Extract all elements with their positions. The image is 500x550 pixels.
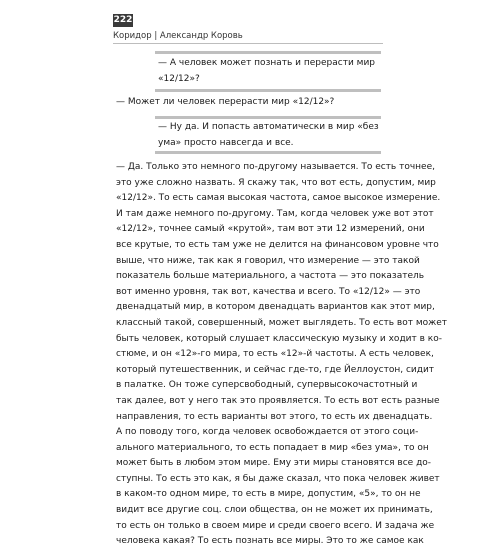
q3-line-1: — Ну да. И попасть автоматически в мир «без	[158, 122, 379, 132]
q3-text	[158, 120, 383, 151]
header-rule	[113, 43, 383, 44]
body-line: так далее, вот у него так это проявляется. То есть вот есть разные	[116, 395, 440, 406]
body-line: ступны. То есть это как, я бы даже сказал, что пока человек живет	[116, 473, 440, 484]
body-line: все крутые, то есть там уже не делится на финансовом уровне что	[116, 239, 439, 250]
body-line: в каком-то одном мире, то есть в мире, допустим, «5», то он не	[116, 489, 421, 500]
body-line: ального материального, то есть попадает в мир «без ума», то он	[116, 442, 429, 453]
body-line: это уже сложно назвать. Я скажу так, что вот есть, допустим, мир	[116, 177, 436, 188]
body-line: показатель больше материального, а частота — это показатель	[116, 271, 425, 282]
body-line: вот именно уровня, так вот, качества и всего. То «12/12» — это	[116, 286, 421, 297]
body-line: стюме, и он «12»-го мира, то есть «12»-й частоты. А есть человек,	[116, 349, 434, 360]
body-line: классный такой, совершенный, может выглядеть. То есть вот может	[116, 317, 448, 328]
body-text	[116, 160, 448, 550]
body-line: «12/12». То есть самая высокая частота, самое высокое измерение.	[116, 193, 441, 204]
running-head: Коридор | Александр Коровь	[113, 31, 243, 41]
body-line: И там даже немного по-другому. Там, когда человек уже вот этот	[116, 208, 434, 219]
body-line: выше, что ниже, так как я говорил, что измерение — это такой	[116, 255, 420, 266]
q3-line-2: ума» просто навсегда и все.	[158, 137, 294, 148]
body-line: видит все другие соц. слои общества, он не может их принимать,	[116, 505, 433, 516]
q2-text	[116, 95, 386, 111]
body-line: в палатке. Он тоже суперсвободный, супервысокочастотный и	[116, 380, 418, 391]
body-line: быть человек, который слушает классическую музыку и ходит в ко-	[116, 333, 442, 344]
body-line: «12/12», точнее самый «крутой», там вот эти 12 измерений, они	[116, 224, 425, 235]
page-number: 222	[113, 15, 133, 25]
body-line: человека какая? То есть познать все миры. Это то же самое как	[116, 536, 424, 547]
q2-line-1: — Может ли человек перерасти мир «12/12»?	[116, 97, 335, 107]
q1-line-2: «12/12»?	[158, 73, 200, 84]
body-line: то есть он только в своем мире и среди своего всего. И задача же	[116, 520, 435, 531]
body-line: А по поводу того, когда человек освобождается от этого соци-	[116, 427, 419, 438]
q1-text	[158, 56, 383, 87]
body-line: направления, то есть варианты вот этого, то есть их двенадцать.	[116, 411, 433, 422]
body-line: может быть в любом этом мире. Ему эти миры становятся все до-	[116, 458, 432, 469]
q3-top-bar	[155, 116, 381, 119]
q1-line-1: — А человек может познать и перерасти мир	[158, 58, 376, 68]
q1-bottom-bar	[155, 89, 381, 92]
body-line: — Да. Только это немного по-другому называется. То есть точнее,	[116, 162, 435, 172]
q3-bottom-bar	[155, 151, 381, 154]
body-line: который путешественник, и сейчас где-то, где Йеллоустон, сидит	[116, 364, 435, 375]
q1-top-bar	[155, 51, 381, 54]
body-line: двенадцатый мир, в котором двенадцать вариантов как этот мир,	[116, 302, 435, 313]
